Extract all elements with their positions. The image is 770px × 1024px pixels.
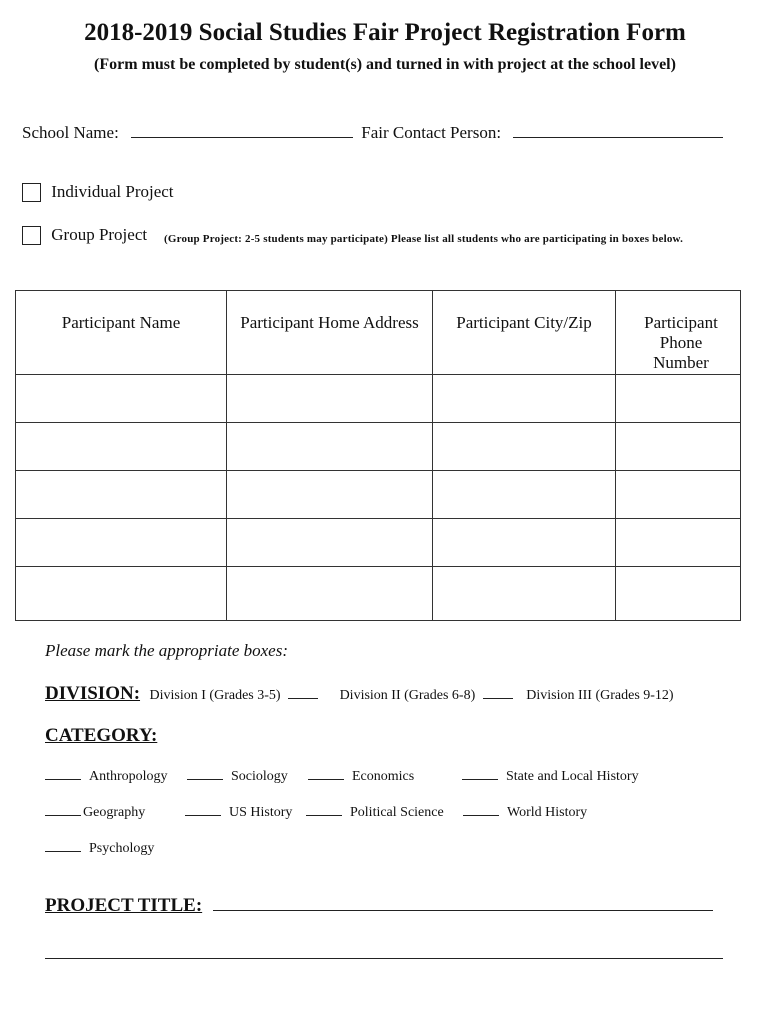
- category-blank[interactable]: [45, 778, 81, 780]
- division-row: [45, 683, 674, 705]
- group-project-checkbox[interactable]: [22, 226, 41, 245]
- division-option-3: Division III (Grades 9-12): [526, 688, 674, 703]
- table-row: [16, 375, 741, 423]
- category-item-political-science[interactable]: [306, 805, 444, 821]
- category-blank[interactable]: [187, 778, 223, 780]
- table-cell[interactable]: [616, 471, 741, 519]
- table-cell[interactable]: [16, 519, 227, 567]
- table-cell[interactable]: [433, 423, 616, 471]
- category-blank[interactable]: [306, 814, 342, 816]
- table-header-row: [16, 291, 741, 375]
- individual-project-label: Individual Project: [51, 182, 174, 202]
- project-title-field-line-2[interactable]: [45, 957, 723, 959]
- table-cell[interactable]: [433, 375, 616, 423]
- header-phone-number: Participant Phone Number: [616, 291, 741, 375]
- category-blank[interactable]: [462, 778, 498, 780]
- table-row: [16, 471, 741, 519]
- individual-project-option[interactable]: [22, 181, 174, 202]
- category-item-sociology[interactable]: [187, 769, 288, 785]
- category-item-anthropology[interactable]: [45, 769, 168, 785]
- category-item-economics[interactable]: [308, 769, 414, 785]
- table-cell[interactable]: [433, 519, 616, 567]
- table-cell[interactable]: [433, 567, 616, 621]
- category-option-label: Economics: [352, 769, 415, 784]
- division-2-blank[interactable]: [483, 697, 513, 699]
- table-row: [16, 519, 741, 567]
- category-label: CATEGORY:: [45, 725, 158, 746]
- instructions-text: Please mark the appropriate boxes:: [45, 641, 288, 660]
- division-option-2: Division II (Grades 6-8): [339, 688, 476, 703]
- table-cell[interactable]: [227, 423, 433, 471]
- project-title-label: PROJECT TITLE:: [45, 895, 203, 916]
- category-option-label: Psychology: [89, 841, 155, 856]
- project-title-field[interactable]: [213, 909, 713, 911]
- table-row: [16, 423, 741, 471]
- table-cell[interactable]: [227, 519, 433, 567]
- category-item-state-local-history[interactable]: [462, 769, 639, 785]
- category-blank[interactable]: [45, 850, 81, 852]
- category-item-world-history[interactable]: [463, 805, 587, 821]
- table-cell[interactable]: [227, 567, 433, 621]
- group-project-option[interactable]: [22, 224, 147, 245]
- category-item-psychology[interactable]: [45, 841, 154, 857]
- category-option-label: Political Science: [350, 805, 444, 820]
- division-label: DIVISION:: [45, 683, 141, 704]
- group-project-label: Group Project: [51, 225, 148, 245]
- division-1-blank[interactable]: [288, 697, 318, 699]
- header-city-zip: Participant City/Zip: [433, 291, 616, 375]
- fair-contact-label: Fair Contact Person:: [361, 123, 502, 142]
- form-title: 2018-2019 Social Studies Fair Project Registration Form: [84, 19, 686, 46]
- header-participant-name: Participant Name: [16, 291, 227, 375]
- category-option-label: US History: [229, 805, 293, 820]
- project-title-row: [45, 895, 713, 917]
- category-option-label: Geography: [83, 805, 146, 820]
- table-row: [16, 567, 741, 621]
- category-option-label: Anthropology: [89, 769, 168, 784]
- category-item-geography[interactable]: [45, 805, 145, 821]
- category-option-label: Sociology: [231, 769, 288, 784]
- table-cell[interactable]: [16, 567, 227, 621]
- category-blank[interactable]: [463, 814, 499, 816]
- division-option-1: Division I (Grades 3-5): [149, 688, 281, 703]
- school-name-field[interactable]: [131, 136, 353, 138]
- table-cell[interactable]: [616, 423, 741, 471]
- table-cell[interactable]: [433, 471, 616, 519]
- table-cell[interactable]: [616, 567, 741, 621]
- form-subtitle: (Form must be completed by student(s) and turned in with project at the school level): [94, 56, 676, 73]
- school-contact-row: [22, 123, 723, 143]
- group-project-note: (Group Project: 2-5 students may participate) Please list all students who are participating in boxes below.: [164, 233, 684, 245]
- table-cell[interactable]: [616, 519, 741, 567]
- category-blank[interactable]: [308, 778, 344, 780]
- category-blank[interactable]: [185, 814, 221, 816]
- category-option-label: World History: [507, 805, 588, 820]
- table-cell[interactable]: [227, 375, 433, 423]
- category-option-label: State and Local History: [506, 769, 639, 784]
- table-cell[interactable]: [16, 423, 227, 471]
- header-home-address: Participant Home Address: [227, 291, 433, 375]
- individual-project-checkbox[interactable]: [22, 183, 41, 202]
- table-cell[interactable]: [16, 375, 227, 423]
- category-blank[interactable]: [45, 814, 81, 816]
- category-item-us-history[interactable]: [185, 805, 292, 821]
- participants-table: [15, 290, 741, 621]
- table-cell[interactable]: [16, 471, 227, 519]
- table-cell[interactable]: [227, 471, 433, 519]
- school-name-label: School Name:: [22, 123, 119, 142]
- table-cell[interactable]: [616, 375, 741, 423]
- fair-contact-field[interactable]: [513, 136, 723, 138]
